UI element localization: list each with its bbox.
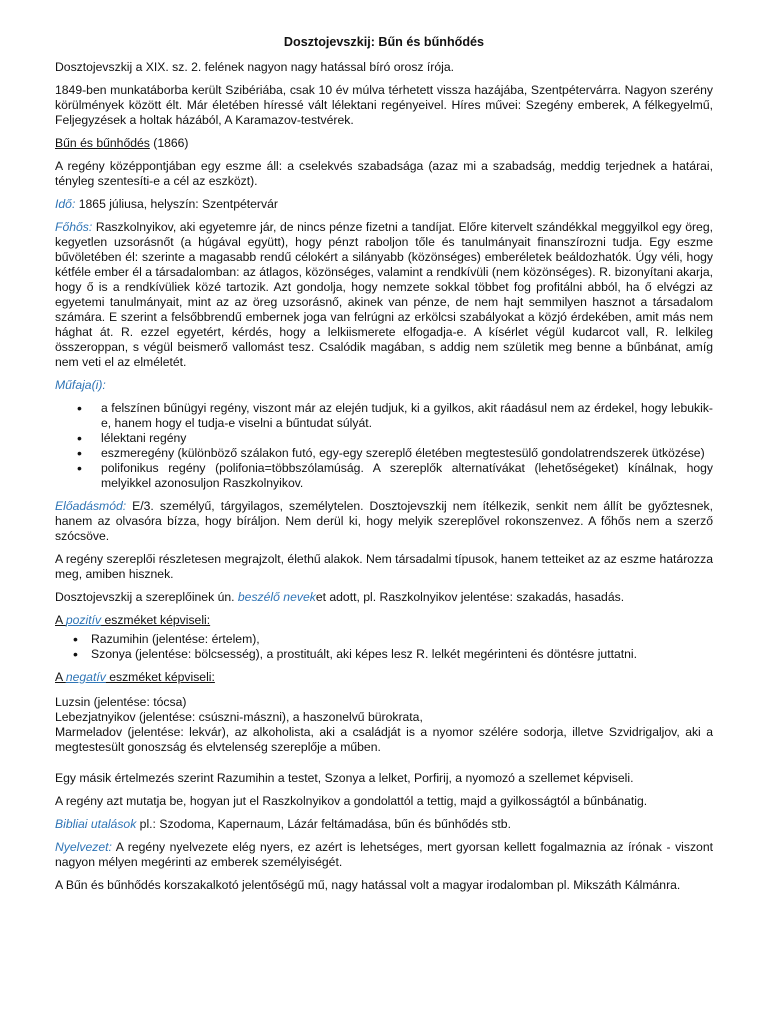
time-label: Idő: — [55, 197, 76, 211]
names-pre: Dosztojevszkij a szereplőinek ún. — [55, 590, 238, 604]
positive-post: eszméket képviseli: — [101, 613, 211, 627]
intro-paragraph-1: Dosztojevszkij a XIX. sz. 2. felének nagyon nagy hatással bíró orosz írója. — [55, 60, 455, 74]
names-paragraph — [55, 590, 713, 605]
genre-item: • polifonikus regény (polifonia=többszólamúság. A szereplők alternatívákat (lehetőségeket) kínálnak, hogy melyikkel azonosuljon Raszkolnyikov. — [55, 461, 713, 491]
language-label: Nyelvezet: — [55, 840, 112, 854]
negative-accent: negatív — [65, 670, 106, 684]
intro-paragraph-2: 1849-ben munkatáborba került Szibériába, csak 10 év múlva térhetett vissza hazájába, Szentpétervárra. Nagyon szerény körülmények között élt. Már életében híressé vált lélektani regényeivel. Híres művei: Szegény emberek, A félkegyelmű, Feljegyzések a holtak házából, A Karamazov-testvérek. — [55, 83, 713, 127]
negative-post: eszméket képviseli: — [105, 670, 215, 684]
negative-heading — [55, 670, 713, 685]
time-text: 1865 júliusa, helyszín: Szentpétervár — [75, 197, 278, 211]
genre-item: • eszmeregény (különböző szálakon futó, egy-egy szereplő életében megtestesülő gondolatrendszerek ütközése) — [55, 446, 713, 461]
language-paragraph — [55, 840, 713, 870]
negative-item: Lebezjatnyikov (jelentése: csúszni-mászni), a haszonelvű bürokrata, — [55, 710, 423, 724]
bible-label: Bibliai utalások — [55, 817, 137, 831]
negative-item: Marmeladov (jelentése: lekvár), az alkoholista, aki a családját is a nyomor szélére sodorja, illetve Szvidrigaljov, aki a megtestesült gonoszság és elvtelenség szereplője a műben. — [55, 725, 713, 754]
spacer — [55, 755, 713, 765]
positive-item: • Szonya (jelentése: bölcsesség), a prostituált, aki képes lesz R. lelkét megérinteni és döntésre juttatni. — [55, 647, 713, 662]
names-accent: beszélő nevek — [237, 590, 316, 604]
style-text: E/3. személyű, tárgyilagos, személytelen. Dosztojevszkij nem ítélkezik, senkit nem állít be győztesnek, hanem az olvasóra bízza, hogy bíráljon. Nem derül ki, hogy melyik szereplővel rokonszenvez. A főhős nem a szerző szócsöve. — [55, 499, 713, 543]
bible-paragraph — [55, 817, 713, 832]
negative-list — [55, 695, 713, 755]
bible-text: pl.: Szodoma, Kapernaum, Lázár feltámadása, bűn és bűnhődés stb. — [136, 817, 511, 831]
time-paragraph — [55, 197, 713, 212]
work-year: (1866) — [149, 136, 189, 150]
work-heading — [55, 136, 713, 151]
hero-paragraph — [55, 220, 713, 370]
idea-paragraph: A regény középpontjában egy eszme áll: a cselekvés szabadsága (azaz mi a szabadság, meddig terjednek a határai, tényleg szentesíti-e a cél az eszközt). — [55, 159, 713, 188]
positive-list — [55, 632, 713, 662]
hero-text: Raszkolnyikov, aki egyetemre jár, de nincs pénze fizetni a tandíjat. Előre kitervelt szándékkal meggyilkol egy öreg, kegyetlen uzsorásnőt (a húgával együtt), hogy pénzt raboljon tőle és tanulmányait finanszírozni tudja. Egy eszme bűvöletében él: szerinte a magasabb rendű célokért a silányabb (közönséges) emberéletek beáldozhatók. Úgy véli, hogy kétféle ember él a társadalomban: az átlagos, közönséges, valamint a rendkívüli (nem közönséges). R. bizonyítani akarja, hogy ő is a rendkívüliek közé tartozik. Azt gondolja, hogy nemzete sokkal többet fog profitálni abból, ha ő elvégzi az egyetemi tanulmányait, mint az az öreg uzsorásnő, akinek van pénze, de nem hajt semmilyen hasznot a társadalom számára. E szerint a felsőbbrendű embernek joga van felrúgni az erkölcsi szabályokat a közjó érdekében, amit más nem hághat át. R. ezzel egyetért, kérdés, hogy a lelkiismerete elfogadja-e. A kísérlet végül kudarcot vall, R. lelkileg összeroppan, s végül beismerő vallomást tesz. Csalódik magában, s addig nem születik meg benne a bűnbánat, amíg nem veti el az elméletét. — [55, 220, 713, 369]
genre-list — [55, 401, 713, 491]
style-label: Előadásmód: — [55, 499, 127, 513]
genre-heading — [55, 378, 713, 393]
negative-pre: A — [55, 670, 66, 684]
positive-accent: pozitív — [65, 613, 102, 627]
genre-item: • a felszínen bűnügyi regény, viszont már az elején tudjuk, ki a gyilkos, akit ráadásul nem az érdekel, hogy lebukik-e, hanem hogy el tudja-e viselni a bűntudat súlyát. — [55, 401, 713, 431]
negative-item: Luzsin (jelentése: tócsa) — [55, 695, 187, 709]
positive-item: • Razumihin (jelentése: értelem), — [55, 632, 713, 647]
positive-pre: A — [55, 613, 66, 627]
document-title: Dosztojevszkij: Bűn és bűnhődés — [283, 35, 485, 49]
work-title: Bűn és bűnhődés — [55, 136, 150, 150]
style-paragraph — [55, 499, 713, 544]
closing-paragraph: A Bűn és bűnhődés korszakalkotó jelentőségű mű, nagy hatással volt a magyar irodalomban pl. Mikszáth Kálmánra. — [55, 878, 681, 892]
hero-label: Főhős: — [55, 220, 93, 234]
names-post: et adott, pl. Raszkolnyikov jelentése: szakadás, hasadás. — [315, 590, 625, 604]
shows-paragraph: A regény azt mutatja be, hogyan jut el Raszkolnyikov a gondolattól a tettig, majd a gyilkosságtól a bűnbánatig. — [55, 794, 648, 808]
other-interpretation-paragraph: Egy másik értelmezés szerint Razumihin a testet, Szonya a lelket, Porfirij, a nyomozó a szellemet képviseli. — [55, 771, 634, 785]
genre-label: Műfaja(i): — [55, 378, 106, 392]
positive-heading — [55, 613, 713, 628]
language-text: A regény nyelvezete elég nyers, ez azért is lehetséges, mert gyorsan kellett fogalmaznia az írónak - viszont nagyon mélyen megérinti az emberek személyiségét. — [55, 840, 713, 869]
characters-paragraph: A regény szereplői részletesen megrajzolt, élethű alakok. Nem társadalmi típusok, hanem tetteiket az az eszme határozza meg, amiben hisznek. — [55, 552, 713, 581]
genre-item: • lélektani regény — [55, 431, 713, 446]
